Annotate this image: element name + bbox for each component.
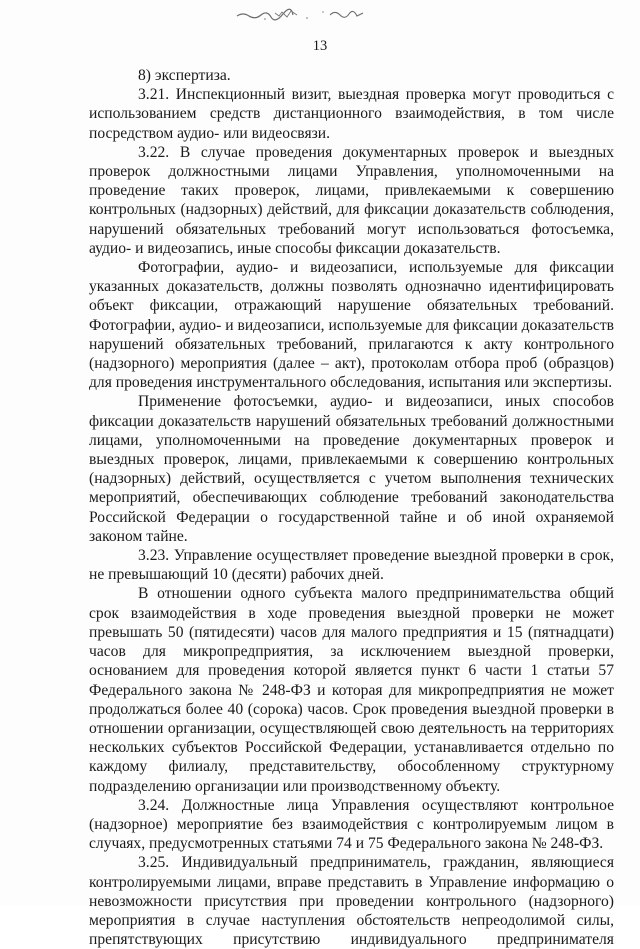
document-body <box>89 66 614 949</box>
clause-3-22: 3.22. В случае проведения документарных проверок и выездных проверок должностными лицами Управления, уполномоченными на проведение таких проверок, лицами, привлекаемыми к совершению контрольных (надзорных) действий, для фиксации доказательств соблюдения, нарушений обязательных требований могут использоваться фотосъемка, аудио- и видеозапись, иные способы фиксации доказательств. <box>89 143 614 257</box>
clause-3-24: 3.24. Должностные лица Управления осуществляют контрольное (надзорное) мероприятие без взаимодействия с контролируемым лицом в случаях, предусмотренных статьями 74 и 75 Федерального закона № 248-ФЗ. <box>89 796 614 853</box>
clause-3-25: 3.25. Индивидуальный предприниматель, гражданин, являющиеся контролируемыми лицами, вправе представить в Управление информацию о невозможности присутствия при проведении контрольного (надзорного) мероприятия в случае наступления обстоятельств непреодолимой силы, препятствующих присутствию индивидуального предпринимателя <box>89 854 614 949</box>
paragraph-media-evidence: Фотографии, аудио- и видеозаписи, используемые для фиксации указанных доказательств, должны позволять однозначно идентифицировать объект фиксации, отражающий нарушение обязательных требований. Фотографии, аудио- и видеозаписи, используемые для фиксации доказательств нарушений обязательных требований, прилагаются к акту контрольного (надзорного) мероприятия (далее – акт), протоколам отбора проб (образцов) для проведения инструментального обследования, испытания или экспертизы. <box>89 259 614 392</box>
clause-3-23: 3.23. Управление осуществляет проведение выездной проверки в срок, не превышающий 10 (десяти) рабочих дней. <box>89 547 614 584</box>
paragraph-small-business-term: В отношении одного субъекта малого предпринимательства общий срок взаимодействия в ходе проведения выездной проверки не может превышать 50 (пятидесяти) часов для малого предприятия и 15 (пятнадцати) часов для микропредприятия, за исключением выездной проверки, основанием для проведения которой является пункт 6 части 1 статьи 57 Федерального закона № 248-ФЗ и которая для микропредприятия не может продолжаться более 40 (сорока) часов. Срок проведения выездной проверки в отношении организации, осуществляющей свою деятельность на территориях нескольких субъектов Российской Федерации, устанавливается отдельно по каждому филиалу, представительству, обособленному структурному подразделению организации или производственному объекту. <box>89 585 614 795</box>
paragraph-recording-use: Применение фотосъемки, аудио- и видеозаписи, иных способов фиксации доказательств нарушений обязательных требований должностными лицами, уполномоченными на проведение документарных проверок и выездных проверок, лицами, привлекаемыми к совершению контрольных (надзорных) действий, осуществляется с учетом выполнения технических мероприятий, обеспечивающих соблюдение требований законодательства Российской Федерации о государственной тайне и об иной охраняемой законом тайне. <box>89 393 614 545</box>
scan-noise-mark <box>235 6 385 22</box>
page-number: 13 <box>312 38 328 54</box>
clause-3-21: 3.21. Инспекционный визит, выездная проверка могут проводиться с использованием средств дистанционного взаимодействия, в том числе посредством аудио- или видеосвязи. <box>89 86 614 142</box>
list-item-expertise: 8) экспертиза. <box>138 67 231 84</box>
